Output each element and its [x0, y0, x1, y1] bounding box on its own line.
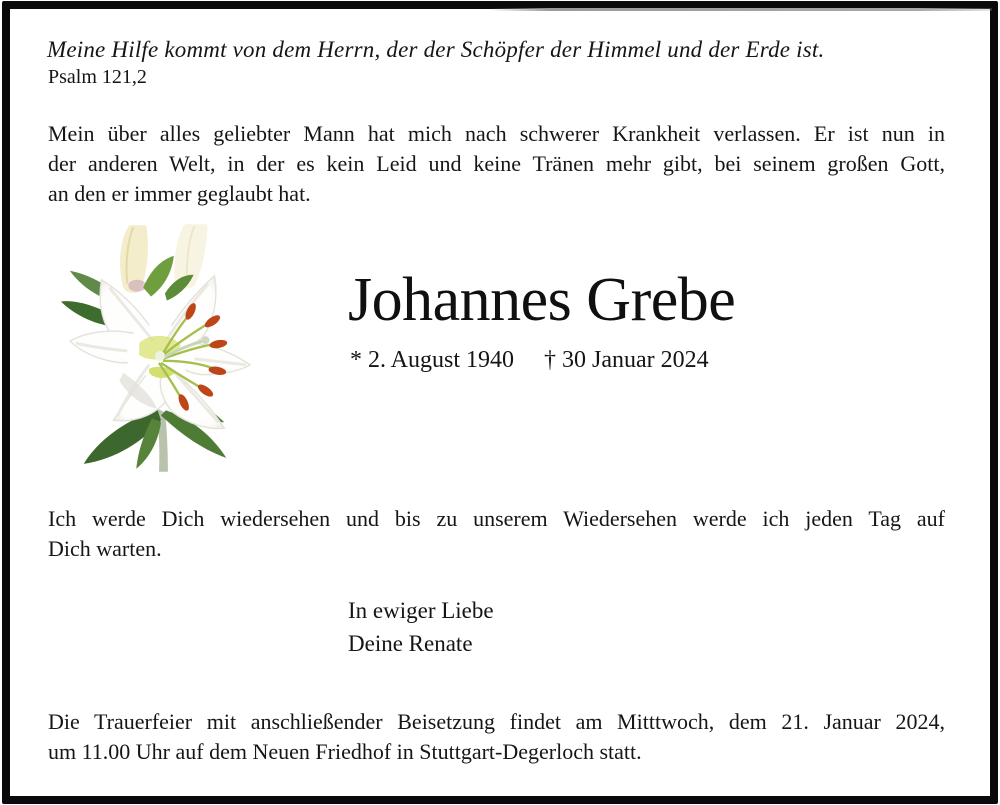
intro-paragraph [48, 119, 945, 209]
funeral-line: Die Trauerfeier mit anschließender Beisetzung findet am Mitttwoch, dem 21. Januar 2024, [48, 709, 945, 734]
birth-date: * 2. August 1940 [350, 347, 515, 373]
verse-source: Psalm 121,2 [48, 66, 147, 88]
farewell-line: Dich warten. [48, 536, 162, 561]
bible-verse: Meine Hilfe kommt von dem Herrn, der der Schöpfer der Himmel und der Erde ist. [47, 37, 825, 62]
lily-flower-image [58, 224, 256, 472]
farewell-paragraph [48, 504, 945, 564]
funeral-info-paragraph [48, 707, 945, 767]
signature-name: Deine Renate [348, 631, 473, 656]
funeral-line: um 11.00 Uhr auf dem Neuen Friedhof in Stuttgart-Degerloch statt. [48, 739, 642, 764]
farewell-line: Ich werde Dich wiedersehen und bis zu unserem Wiedersehen werde ich jeden Tag auf [48, 506, 945, 531]
intro-line: Mein über alles geliebter Mann hat mich nach schwerer Krankheit verlassen. Er ist nun in [48, 121, 945, 146]
intro-line: an den er immer geglaubt hat. [48, 181, 311, 206]
signature-closing: In ewiger Liebe [348, 598, 494, 623]
deceased-name: Johannes Grebe [348, 266, 736, 334]
life-dates [350, 347, 709, 374]
scan-artifact-streak [490, 8, 992, 11]
death-date: † 30 Januar 2024 [544, 347, 709, 373]
intro-line: der anderen Welt, in der es kein Leid und keine Tränen mehr gibt, bei seinem großen Gott, [48, 151, 945, 176]
